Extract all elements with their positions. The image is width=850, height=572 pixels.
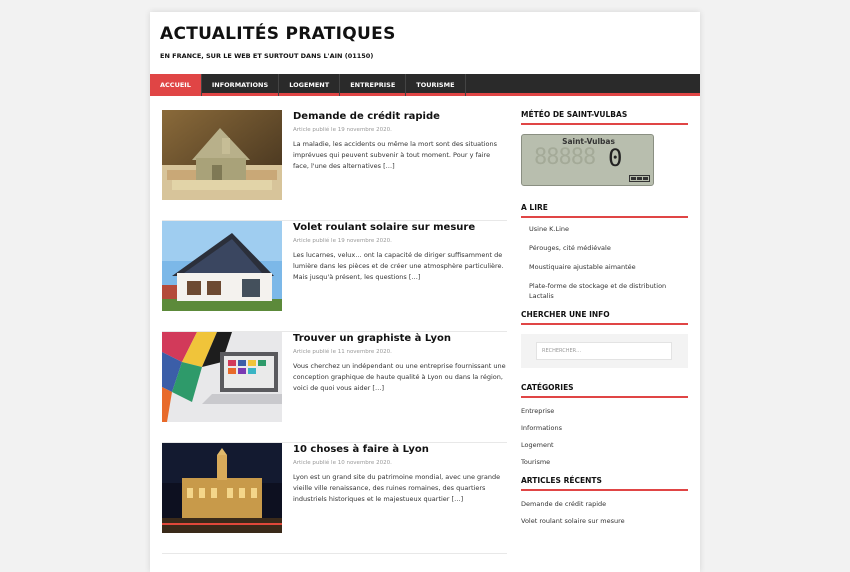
recent-post-link[interactable]: Volet roulant solaire sur mesure [521, 517, 625, 525]
post-title[interactable]: Volet roulant solaire sur mesure [293, 222, 476, 233]
widget-title-categories: CATÉGORIES [521, 383, 688, 398]
categories-list [521, 406, 688, 467]
nav-item-accueil[interactable]: ACCUEIL [150, 74, 202, 96]
widget-title-search: CHERCHER UNE INFO [521, 310, 688, 325]
main-navigation [150, 74, 700, 96]
widget-title-recent: ARTICLES RÉCENTS [521, 476, 688, 491]
post-item [162, 443, 507, 554]
weather-lcd-ghost-digits: 88888 [534, 145, 596, 170]
post-thumbnail-lyon-night[interactable] [162, 443, 282, 533]
post-excerpt: Lyon est un grand site du patrimoine mondial, avec une grande vieille ville renaissance, des ruines romaines, des quartiers industriels historiques et le majestueux quartier […] [293, 473, 501, 503]
nav-item-entreprise[interactable]: ENTREPRISE [340, 74, 406, 96]
page-container [150, 12, 700, 572]
post-list [162, 110, 507, 554]
recent-post-link[interactable]: Demande de crédit rapide [521, 500, 607, 508]
post-date: Article publié le 19 novembre 2020. [293, 238, 392, 244]
post-title[interactable]: Demande de crédit rapide [293, 111, 440, 122]
widget-title-a-lire: A LIRE [521, 203, 688, 218]
post-thumbnail-laptop-graphics[interactable] [162, 332, 282, 422]
widget-title-weather: MÉTÉO DE SAINT-VULBAS [521, 110, 688, 125]
post-date: Article publié le 19 novembre 2020. [293, 127, 392, 133]
post-thumbnail-money-house[interactable] [162, 110, 282, 200]
post-title[interactable]: 10 choses à faire à Lyon [293, 444, 429, 455]
post-excerpt: La maladie, les accidents ou même la mort sont des situations imprévues qui peuvent subvenir à tout moment. Pour y faire face, l'une des alternatives […] [293, 140, 497, 170]
category-link[interactable]: Logement [521, 441, 554, 449]
site-title[interactable]: ACTUALITÉS PRATIQUES [160, 24, 396, 44]
search-widget [521, 334, 688, 368]
battery-icon [629, 175, 650, 182]
nav-item-tourisme[interactable]: TOURISME [406, 74, 465, 96]
post-date: Article publié le 11 novembre 2020. [293, 349, 392, 355]
a-lire-link[interactable]: Moustiquaire ajustable aimantée [529, 263, 636, 271]
post-item [162, 221, 507, 332]
a-lire-link[interactable]: Usine K.Line [529, 225, 570, 233]
weather-widget[interactable] [521, 134, 654, 186]
category-link[interactable]: Tourisme [521, 458, 551, 466]
search-input[interactable]: RECHERCHER… [536, 342, 672, 360]
post-item [162, 332, 507, 443]
a-lire-list [521, 224, 688, 301]
sidebar [521, 110, 688, 533]
post-thumbnail-solar-house[interactable] [162, 221, 282, 311]
nav-item-logement[interactable]: LOGEMENT [279, 74, 340, 96]
post-excerpt: Vous cherchez un indépendant ou une entreprise fournissant une conception graphique de haute qualité à Lyon ou dans la région, voici de quoi vous aider […] [293, 362, 506, 392]
weather-city: Saint-Vulbas [562, 137, 615, 146]
post-item [162, 110, 507, 221]
recent-posts-list [521, 499, 688, 526]
post-date: Article publié le 10 novembre 2020. [293, 460, 392, 466]
site-description: EN FRANCE, SUR LE WEB ET SURTOUT DANS L'AIN (01150) [160, 52, 374, 60]
post-excerpt: Les lucarnes, velux… ont la capacité de diriger suffisamment de lumière dans les pièces et de créer une atmosphère particulière. Mais jusqu'à présent, les questions […] [293, 251, 504, 281]
post-title[interactable]: Trouver un graphiste à Lyon [293, 333, 452, 344]
nav-item-informations[interactable]: INFORMATIONS [202, 74, 279, 96]
weather-temperature: 0 [608, 144, 623, 172]
category-link[interactable]: Entreprise [521, 407, 555, 415]
category-link[interactable]: Informations [521, 424, 563, 432]
a-lire-link[interactable]: Pérouges, cité médiévale [529, 244, 611, 252]
a-lire-link[interactable]: Plate-forme de stockage et de distribution Lactalis [529, 282, 667, 300]
